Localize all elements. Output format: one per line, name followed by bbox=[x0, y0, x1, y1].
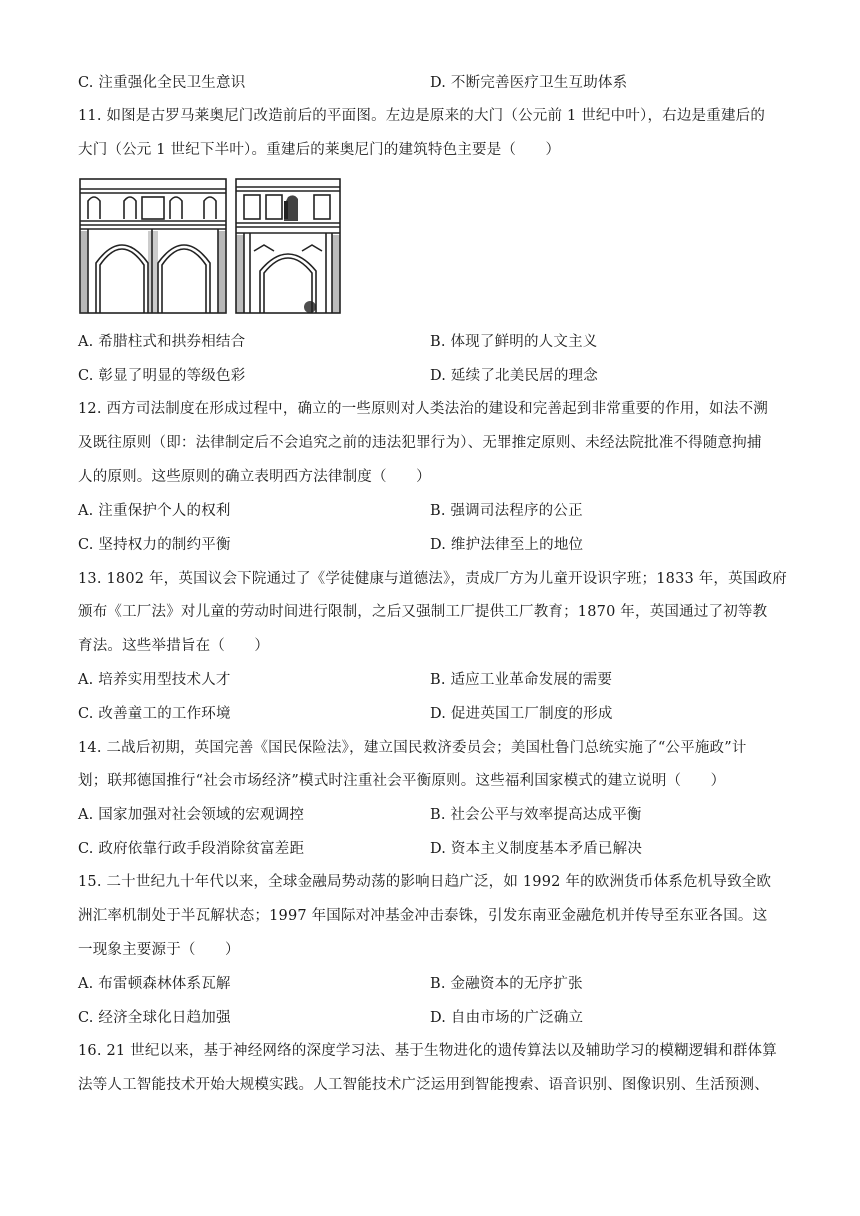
roman-gate-figure bbox=[78, 175, 342, 315]
q15-option-b[interactable]: B. 金融资本的无序扩张 bbox=[430, 976, 583, 992]
q11-option-d[interactable]: D. 延续了北美民居的理念 bbox=[430, 368, 598, 384]
q12-option-c[interactable]: C. 坚持权力的制约平衡 bbox=[78, 537, 231, 553]
q16-stem-line-2: 法等人工智能技术开始大规模实践。人工智能技术广泛运用到智能搜索、语音识别、图像识别、生活预测、 bbox=[78, 1077, 769, 1093]
roman-gate-illustration-icon bbox=[78, 175, 342, 315]
q11-stem-line-1: 11. 如图是古罗马莱奥尼门改造前后的平面图。左边是原来的大门（公元前 1 世纪中叶），右边是重建后的 bbox=[78, 108, 766, 124]
q10-option-d[interactable]: D. 不断完善医疗卫生互助体系 bbox=[430, 75, 628, 91]
q14-option-b[interactable]: B. 社会公平与效率提高达成平衡 bbox=[430, 807, 642, 823]
q11-option-c[interactable]: C. 彰显了明显的等级色彩 bbox=[78, 368, 246, 384]
q15-option-a[interactable]: A. 布雷顿森林体系瓦解 bbox=[78, 976, 231, 992]
q14-option-a[interactable]: A. 国家加强对社会领域的宏观调控 bbox=[78, 807, 305, 823]
q11-option-a[interactable]: A. 希腊柱式和拱券相结合 bbox=[78, 334, 246, 350]
q15-option-c[interactable]: C. 经济全球化日趋加强 bbox=[78, 1010, 231, 1026]
q13-stem-line-1: 13. 1802 年，英国议会下院通过了《学徒健康与道德法》，责成厂方为儿童开设识字班；1833 年，英国政府 bbox=[78, 571, 787, 587]
q11-stem-line-2: 大门（公元 1 世纪下半叶）。重建后的莱奥尼门的建筑特色主要是（ ） bbox=[78, 142, 561, 158]
q13-option-c[interactable]: C. 改善童工的工作环境 bbox=[78, 706, 231, 722]
q12-option-b[interactable]: B. 强调司法程序的公正 bbox=[430, 503, 583, 519]
q15-option-d[interactable]: D. 自由市场的广泛确立 bbox=[430, 1010, 584, 1026]
q14-stem-line-1: 14. 二战后初期，英国完善《国民保险法》，建立国民救济委员会；美国杜鲁门总统实施了“公平施政”计 bbox=[78, 740, 747, 756]
q11-option-b[interactable]: B. 体现了鲜明的人文主义 bbox=[430, 334, 598, 350]
q12-option-d[interactable]: D. 维护法律至上的地位 bbox=[430, 537, 584, 553]
q14-option-d[interactable]: D. 资本主义制度基本矛盾已解决 bbox=[430, 841, 643, 857]
q12-stem-line-3: 人的原则。这些原则的确立表明西方法律制度（ ） bbox=[78, 469, 431, 485]
q12-stem-line-1: 12. 西方司法制度在形成过程中，确立的一些原则对人类法治的建设和完善起到非常重要的作用，如法不溯 bbox=[78, 401, 768, 417]
q14-stem-line-2: 划；联邦德国推行“社会市场经济”模式时注重社会平衡原则。这些福利国家模式的建立说明（ ） bbox=[78, 773, 726, 789]
q13-stem-line-2: 颁布《工厂法》对儿童的劳动时间进行限制，之后又强制工厂提供工厂教育；1870 年，英国通过了初等教 bbox=[78, 604, 768, 620]
q13-option-b[interactable]: B. 适应工业革命发展的需要 bbox=[430, 672, 613, 688]
q10-option-c[interactable]: C. 注重强化全民卫生意识 bbox=[78, 75, 246, 91]
q13-stem-line-3: 育法。这些举措旨在（ ） bbox=[78, 638, 270, 654]
q16-stem-line-1: 16. 21 世纪以来，基于神经网络的深度学习法、基于生物进化的遗传算法以及辅助学习的模糊逻辑和群体算 bbox=[78, 1043, 777, 1059]
q13-option-a[interactable]: A. 培养实用型技术人才 bbox=[78, 672, 231, 688]
q12-option-a[interactable]: A. 注重保护个人的权利 bbox=[78, 503, 231, 519]
q15-stem-line-2: 洲汇率机制处于半瓦解状态；1997 年国际对冲基金冲击泰铢，引发东南亚金融危机并传导至东亚各国。这 bbox=[78, 908, 768, 924]
q15-stem-line-3: 一现象主要源于（ ） bbox=[78, 942, 240, 958]
q13-option-d[interactable]: D. 促进英国工厂制度的形成 bbox=[430, 706, 613, 722]
q12-stem-line-2: 及既往原则（即：法律制定后不会追究之前的违法犯罪行为）、无罪推定原则、未经法院批准不得随意拘捕 bbox=[78, 435, 762, 451]
q14-option-c[interactable]: C. 政府依靠行政手段消除贫富差距 bbox=[78, 841, 305, 857]
q15-stem-line-1: 15. 二十世纪九十年代以来，全球金融局势动荡的影响日趋广泛，如 1992 年的欧洲货币体系危机导致全欧 bbox=[78, 874, 772, 890]
